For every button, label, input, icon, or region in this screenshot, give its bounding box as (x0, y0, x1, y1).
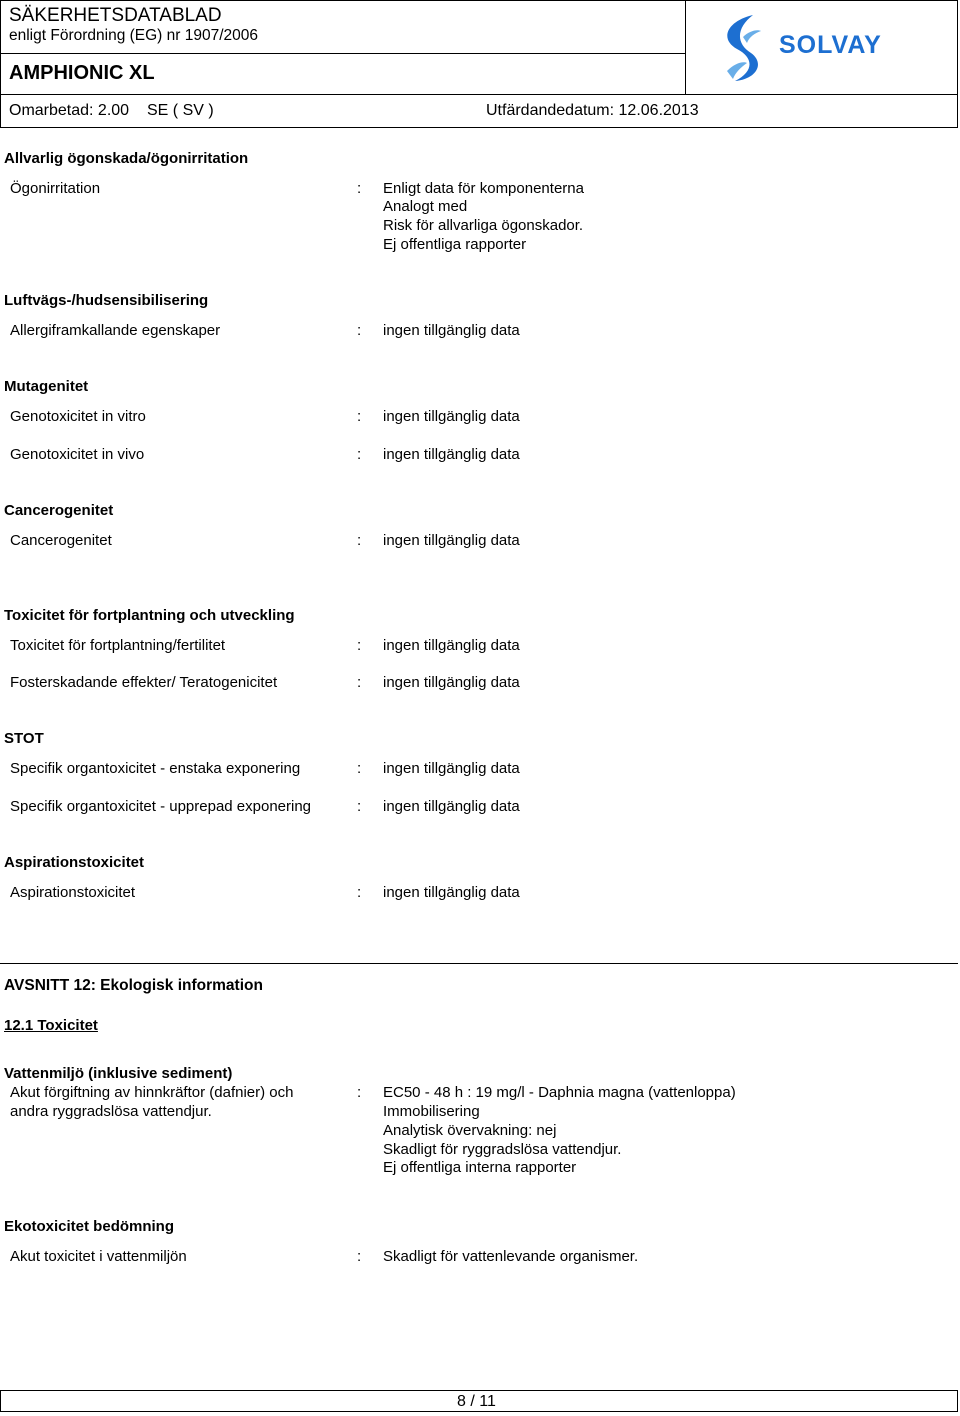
field-label: Akut förgiftning av hinnkräftor (dafnier) och (10, 1084, 294, 1101)
regulation: enligt Förordning (EG) nr 1907/2006 (9, 27, 259, 44)
field-value: ingen tillgänglig data (383, 674, 520, 691)
field-value: Skadligt för vattenlevande organismer. (383, 1248, 639, 1265)
field-value: Ej offentliga rapporter (383, 236, 527, 253)
product-name: AMPHIONIC XL (9, 62, 155, 84)
field-label: Cancerogenitet (10, 532, 112, 549)
issue-date: Utfärdandedatum: 12.06.2013 (486, 102, 699, 119)
field-label: Genotoxicitet in vitro (10, 408, 146, 425)
field-value: Enligt data för komponenterna (383, 180, 584, 197)
section-heading: Cancerogenitet (4, 502, 114, 519)
field-label: Genotoxicitet in vivo (10, 446, 145, 463)
field-value: Skadligt för ryggradslösa vattendjur. (383, 1141, 622, 1158)
colon: : (357, 884, 362, 901)
field-value: ingen tillgänglig data (383, 408, 520, 425)
section-heading: Ekotoxicitet bedömning (4, 1218, 175, 1235)
field-value: EC50 - 48 h : 19 mg/l - Daphnia magna (vattenloppa) (383, 1084, 736, 1101)
colon: : (357, 408, 362, 425)
field-value: Risk för allvarliga ögonskador. (383, 217, 584, 234)
field-label: Toxicitet för fortplantning/fertilitet (10, 637, 226, 654)
field-label: andra ryggradslösa vattendjur. (10, 1103, 212, 1120)
colon: : (357, 674, 362, 691)
field-label: Specifik organtoxicitet - upprepad exponering (10, 798, 312, 815)
field-label: Fosterskadande effekter/ Teratogenicitet (10, 674, 278, 691)
field-label: Ögonirritation (10, 180, 101, 197)
doc-type: SÄKERHETSDATABLAD (9, 5, 222, 26)
header-divider (1, 53, 685, 54)
language: SE ( SV ) (147, 102, 214, 119)
section-heading: Aspirationstoxicitet (4, 854, 145, 871)
field-label: Akut toxicitet i vattenmiljön (10, 1248, 187, 1265)
field-label: Aspirationstoxicitet (10, 884, 136, 901)
revision: Omarbetad: 2.00 (9, 102, 130, 119)
field-value: Immobilisering (383, 1103, 480, 1120)
colon: : (357, 637, 362, 654)
colon: : (357, 1084, 362, 1101)
field-label: Allergiframkallande egenskaper (10, 322, 221, 339)
solvay-logo (713, 9, 893, 89)
page-footer (0, 1390, 958, 1412)
colon: : (357, 180, 362, 197)
section-title: AVSNITT 12: Ekologisk information (4, 977, 263, 994)
section-heading: Mutagenitet (4, 378, 89, 395)
logo-wordmark: SOLVAY (779, 31, 882, 59)
section-divider (0, 963, 958, 964)
field-value: ingen tillgänglig data (383, 637, 520, 654)
field-value: ingen tillgänglig data (383, 532, 520, 549)
field-value: ingen tillgänglig data (383, 884, 520, 901)
header-divider (685, 1, 686, 94)
field-value: Analytisk övervakning: nej (383, 1122, 557, 1139)
page-number: 8 / 11 (457, 1393, 496, 1410)
colon: : (357, 798, 362, 815)
colon: : (357, 1248, 362, 1265)
colon: : (357, 760, 362, 777)
field-value: ingen tillgänglig data (383, 760, 520, 777)
field-value: ingen tillgänglig data (383, 446, 520, 463)
field-label: Specifik organtoxicitet - enstaka exponering (10, 760, 301, 777)
section-heading: STOT (4, 730, 44, 747)
header-divider (1, 94, 957, 95)
field-value: ingen tillgänglig data (383, 798, 520, 815)
field-value: Ej offentliga interna rapporter (383, 1159, 577, 1176)
section-heading: Vattenmiljö (inklusive sediment) (4, 1065, 233, 1082)
colon: : (357, 322, 362, 339)
section-heading: Toxicitet för fortplantning och utveckling (4, 607, 295, 624)
document-header (0, 0, 958, 128)
field-value: ingen tillgänglig data (383, 322, 520, 339)
section-heading: Allvarlig ögonskada/ögonirritation (4, 150, 249, 167)
field-value: Analogt med (383, 198, 468, 215)
subsection-title: 12.1 Toxicitet (4, 1017, 98, 1034)
colon: : (357, 446, 362, 463)
section-heading: Luftvägs-/hudsensibilisering (4, 292, 209, 309)
colon: : (357, 532, 362, 549)
